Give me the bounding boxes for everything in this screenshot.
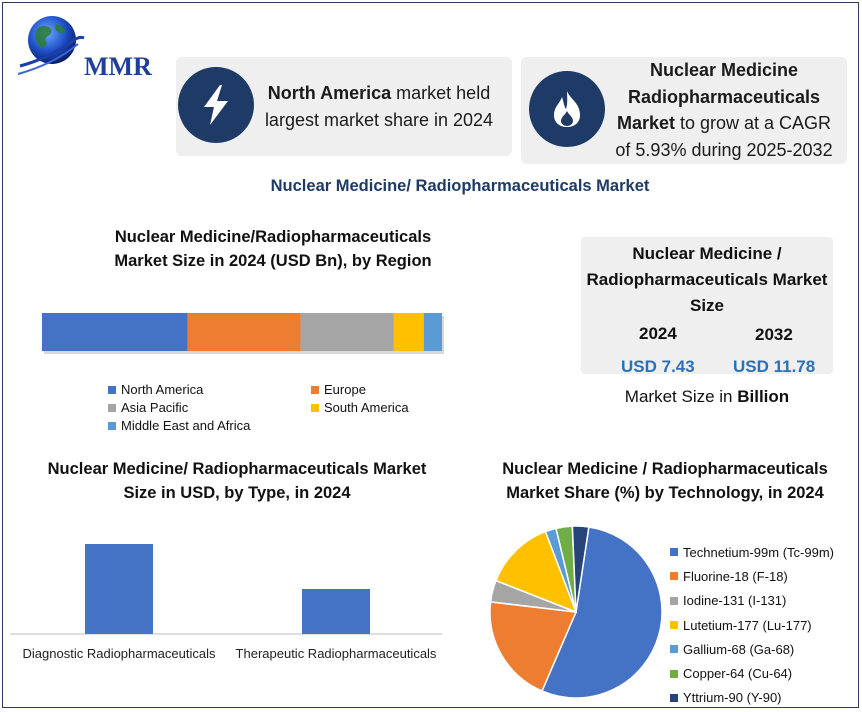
- market-size-unit-note: Market Size in Billion: [624, 387, 790, 406]
- type-bar: [85, 544, 153, 634]
- pie-chart-title: Nuclear Medicine / Radiopharmaceuticals Market Share (%) by Technology, in 2024: [502, 460, 828, 502]
- legend-swatch: [311, 386, 319, 394]
- legend-label: Middle East and Africa: [121, 418, 251, 433]
- pie-legend-item: [670, 613, 855, 637]
- type-chart-title: Nuclear Medicine/ Radiopharmaceuticals Market Size in USD, by Type, in 2024: [47, 460, 427, 502]
- type-bar-chart: [10, 520, 450, 670]
- technology-pie-chart: [486, 522, 666, 702]
- legend-swatch: [670, 548, 678, 556]
- legend-label: Technetium-99m (Tc-99m): [683, 544, 834, 560]
- stack-segment-1: [187, 313, 300, 351]
- legend-label: Fluorine-18 (F-18): [683, 568, 788, 584]
- legend-swatch: [108, 422, 116, 430]
- legend-label: Iodine-131 (I-131): [683, 593, 787, 609]
- legend-label: Gallium-68 (Ga-68): [683, 641, 795, 657]
- legend-swatch: [108, 404, 116, 412]
- legend-label: Europe: [324, 382, 366, 397]
- region-stacked-bar-chart: [38, 308, 448, 358]
- pie-legend: [670, 540, 855, 710]
- type-bar: [302, 589, 370, 634]
- mmr-logo: [16, 14, 156, 80]
- stack-segment-4: [424, 313, 442, 351]
- market-size-box: [581, 237, 833, 374]
- market-size-title: Nuclear Medicine / Radiopharmaceuticals Market Size: [586, 244, 828, 315]
- info-box-region: [176, 57, 512, 156]
- legend-label: South America: [324, 400, 409, 415]
- legend-swatch: [670, 621, 678, 629]
- legend-swatch: [670, 670, 678, 678]
- pie-legend-item: [670, 661, 855, 685]
- pie-legend-item: [670, 564, 855, 588]
- legend-swatch: [670, 645, 678, 653]
- legend-swatch: [311, 404, 319, 412]
- legend-swatch: [670, 597, 678, 605]
- main-title: Nuclear Medicine/ Radiopharmaceuticals Market: [270, 177, 650, 195]
- legend-label: Lutetium-177 (Lu-177): [683, 617, 812, 633]
- pie-legend-item: [670, 686, 855, 710]
- flame-icon: [529, 71, 605, 147]
- info-text-cagr: Nuclear Medicine Radiopharmaceuticals Market to grow at a CAGR of 5.93% during 2025-2032: [615, 60, 833, 160]
- year-2032: 2032: [755, 325, 793, 344]
- year-2024: 2024: [639, 324, 677, 343]
- value-2024: USD 7.43: [621, 357, 695, 376]
- region-legend-item: [311, 400, 409, 415]
- region-legend-item: [108, 382, 203, 397]
- stack-segment-2: [301, 313, 394, 351]
- pie-legend-item: [670, 540, 855, 564]
- legend-swatch: [670, 694, 678, 702]
- pie-legend-item: [670, 637, 855, 661]
- region-chart-title: Nuclear Medicine/Radiopharmaceuticals Market Size in 2024 (USD Bn), by Region: [114, 228, 432, 270]
- legend-label: Copper-64 (Cu-64): [683, 666, 793, 682]
- info-box-cagr: [521, 57, 847, 164]
- legend-swatch: [108, 386, 116, 394]
- pie-legend-item: [670, 589, 855, 613]
- lightning-bolt-icon: [178, 67, 254, 143]
- stack-segment-3: [394, 313, 424, 351]
- stack-segment-0: [42, 313, 187, 351]
- logo-text: MMR: [84, 52, 152, 81]
- legend-label: Asia Pacific: [121, 400, 189, 415]
- legend-label: North America: [121, 382, 204, 397]
- region-legend-item: [311, 382, 366, 397]
- value-2032: USD 11.78: [733, 357, 816, 376]
- category-label: Therapeutic Radiopharmaceuticals: [235, 646, 437, 661]
- category-label: Diagnostic Radiopharmaceuticals: [22, 646, 216, 661]
- region-legend-item: [108, 400, 188, 415]
- legend-label: Yttrium-90 (Y-90): [683, 690, 782, 706]
- region-legend-item: [108, 418, 250, 433]
- info-text-region: North America market held largest market share in 2024: [264, 83, 494, 130]
- legend-swatch: [670, 572, 678, 580]
